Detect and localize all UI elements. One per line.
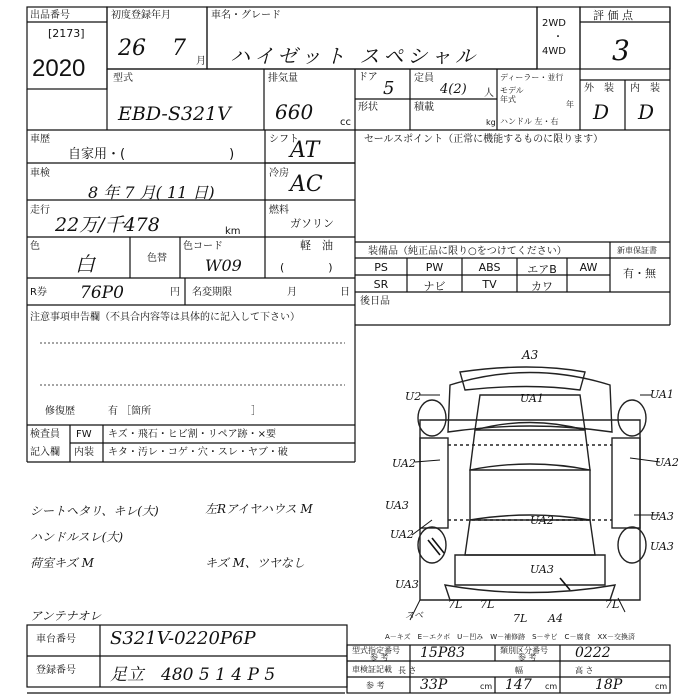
equip-abs: ABS bbox=[478, 261, 501, 274]
first-reg-label: 初度登録年月 bbox=[111, 10, 171, 21]
displacement-value: 660 bbox=[275, 100, 314, 124]
diag-label-7l-4: 7L bbox=[513, 612, 528, 625]
diag-label-a3-top: A3 bbox=[522, 348, 539, 362]
diag-label-ua2-center: UA2 bbox=[530, 514, 554, 527]
mileage-label: 走行 bbox=[30, 205, 50, 216]
fw-label: FW bbox=[76, 429, 92, 440]
model-value: EBD-S321V bbox=[118, 103, 231, 125]
doors-value: 5 bbox=[383, 78, 395, 99]
fuel-label: 燃料 bbox=[269, 205, 289, 216]
cc-unit: cc bbox=[340, 117, 351, 128]
name-value: ハイゼット スペシャル bbox=[230, 44, 479, 68]
equip-pw: PW bbox=[425, 261, 444, 274]
equip-ps: PS bbox=[374, 261, 388, 274]
chassis-value: S321V-0220P6P bbox=[110, 628, 256, 649]
class-label: 類別区分番号 bbox=[500, 646, 548, 655]
diag-label-ua3-lowerright: UA3 bbox=[650, 540, 674, 553]
diag-label-ua3-left: UA3 bbox=[385, 499, 409, 512]
equip-navi: ナビ bbox=[423, 280, 446, 293]
length-ref: 参 考 bbox=[366, 681, 385, 690]
type-designation-ref: 参 考 bbox=[370, 653, 389, 662]
meigi-label: 名変期限 bbox=[192, 287, 232, 298]
interior-value: D bbox=[638, 100, 655, 124]
notes-title: 注意事項申告欄（不具合内容等は具体的に記入して下さい） bbox=[30, 312, 300, 323]
diagram-legend: A－キズ E－エクボ U－凹み W－補修跡 S－サビ C－腐食 XX－交換済 bbox=[385, 633, 636, 641]
length-cm: cm bbox=[480, 682, 493, 691]
first-reg-year: 26 bbox=[118, 36, 146, 61]
warranty-value: 有・無 bbox=[623, 267, 656, 280]
reg-value: 足立 480 5 1 4 P 5 bbox=[110, 665, 276, 685]
class-ref: 参 考 bbox=[518, 653, 537, 662]
remark-4: 左Rアイヤハウス M bbox=[205, 502, 313, 516]
remark-1: シートヘタリ、キレ(大) bbox=[30, 504, 159, 518]
grade-label: 評 価 点 bbox=[593, 9, 633, 22]
diag-label-a4: A4 bbox=[548, 612, 563, 625]
remark-3: 荷室キズ M bbox=[30, 556, 94, 570]
length-label: 車検証記載 bbox=[352, 665, 392, 674]
drive-4wd: 4WD bbox=[542, 46, 566, 57]
capacity-label: 定員 bbox=[414, 73, 434, 84]
remark-6: アンテナオレ bbox=[30, 609, 102, 623]
mileage-value: 22万/千478 bbox=[55, 214, 160, 236]
equip-aw: AW bbox=[579, 261, 598, 274]
capacity-value: 4(2) bbox=[440, 82, 467, 97]
interior-check-items: キタ・汚レ・コゲ・穴・スレ・ヤブ・破 bbox=[108, 447, 288, 458]
fuel-diesel: 軽 油 bbox=[300, 239, 333, 252]
diag-label-ua2-lower: UA2 bbox=[390, 528, 414, 541]
exterior-value: D bbox=[593, 100, 610, 124]
diag-label-ua2-right: UA2 bbox=[655, 456, 679, 469]
year-unit: 年 bbox=[566, 100, 574, 109]
doors-label: ドア bbox=[358, 72, 378, 83]
reg-label: 登録番号 bbox=[36, 665, 76, 676]
model-year-label: モデル年式 bbox=[500, 86, 524, 104]
chassis-label: 車台番号 bbox=[36, 634, 76, 645]
ac-label: 冷房 bbox=[269, 168, 289, 179]
grade-value: 3 bbox=[612, 34, 630, 67]
inspection-value: 8 年 7 月( 11 日) bbox=[88, 183, 215, 202]
history-label: 車歴 bbox=[30, 134, 50, 145]
shape-label: 形状 bbox=[358, 102, 378, 113]
inspection-label: 車検 bbox=[30, 168, 50, 179]
kg-unit: kg bbox=[486, 118, 496, 127]
km-unit: km bbox=[225, 226, 241, 237]
load-label: 積載 bbox=[414, 102, 434, 113]
exterior-label: 外 装 bbox=[584, 83, 614, 94]
remark-5: キズ M、ツヤなし bbox=[205, 556, 305, 570]
length-word: 長 さ bbox=[398, 666, 417, 675]
repair-value: 有 ［箇所 ］ bbox=[108, 406, 262, 417]
equipment-title: 装備品（純正品に限り○をつけてください） bbox=[368, 246, 567, 257]
color-code-value: W09 bbox=[205, 256, 242, 275]
drive-dot: ・ bbox=[553, 32, 563, 43]
recycle-label: R券 bbox=[30, 287, 47, 298]
height-cm: cm bbox=[655, 682, 668, 691]
diag-label-sube: スベ bbox=[405, 611, 424, 621]
diag-label-u2: U2 bbox=[405, 390, 422, 403]
color-label: 色 bbox=[30, 241, 40, 252]
width-value: 147 bbox=[505, 677, 532, 693]
interior-check-label: 内装 bbox=[74, 447, 94, 458]
equip-airbag: エアB bbox=[527, 263, 557, 276]
month-unit: 月 bbox=[196, 56, 206, 67]
height-value: 18P bbox=[595, 677, 623, 693]
interior-label: 内 装 bbox=[630, 83, 660, 94]
fill-label: 記入欄 bbox=[30, 447, 60, 458]
repair-label: 修復歴 bbox=[45, 406, 75, 417]
ac-value: AC bbox=[290, 172, 323, 197]
rear-seat-label: 後日品 bbox=[360, 296, 390, 307]
lot-label: 出品番号 bbox=[30, 10, 70, 21]
shift-label: シフト bbox=[269, 134, 299, 145]
equip-sr: SR bbox=[373, 278, 389, 291]
model-label: 型式 bbox=[113, 73, 133, 84]
type-designation-value: 15P83 bbox=[420, 645, 466, 661]
sales-point-title: セールスポイント（正常に機能するものに限ります） bbox=[364, 134, 604, 145]
equip-tv: TV bbox=[482, 278, 497, 291]
name-label: 車名・グレード bbox=[211, 10, 281, 21]
diag-label-ua2-left: UA2 bbox=[392, 457, 416, 470]
length-value: 33P bbox=[420, 677, 448, 693]
fuel-gas: ガソリン bbox=[290, 217, 334, 230]
lot-sub: [2173] bbox=[48, 27, 85, 40]
width-cm: cm bbox=[545, 682, 558, 691]
color-value: 白 bbox=[75, 252, 95, 276]
diag-label-ua3-lowerleft: UA3 bbox=[395, 578, 419, 591]
warranty-label: 新車保証書 bbox=[617, 246, 657, 255]
diag-label-ua3-right: UA3 bbox=[650, 510, 674, 523]
meigi-month: 月 bbox=[287, 287, 297, 298]
diag-label-7l-2: 7L bbox=[480, 598, 495, 611]
inspector-label: 検査員 bbox=[30, 429, 60, 440]
remark-2: ハンドルスレ(大) bbox=[30, 530, 124, 544]
recycle-yen: 円 bbox=[170, 287, 180, 298]
equip-leather: カワ bbox=[531, 280, 553, 293]
recycle-value: 76P0 bbox=[80, 283, 124, 303]
type-designation-label: 型式指定番号 bbox=[352, 646, 400, 655]
color-code-label: 色コード bbox=[183, 241, 223, 252]
fuel-other: ( ) bbox=[280, 261, 333, 274]
diag-label-ua3-center: UA3 bbox=[530, 563, 554, 576]
height-word: 高 さ bbox=[575, 666, 594, 675]
class-value: 0222 bbox=[575, 645, 611, 661]
lot-number: 2020 bbox=[32, 55, 86, 82]
displacement-label: 排気量 bbox=[268, 73, 298, 84]
drive-2wd: 2WD bbox=[542, 18, 566, 29]
width-word: 幅 bbox=[515, 666, 523, 675]
diag-label-7l-1: 7L bbox=[448, 598, 463, 611]
shift-value: AT bbox=[290, 138, 320, 163]
person-unit: 人 bbox=[484, 88, 494, 99]
color-change-label: 色替 bbox=[147, 253, 167, 264]
diag-label-ua1-right: UA1 bbox=[650, 388, 674, 401]
diag-label-ua1-center: UA1 bbox=[520, 392, 544, 405]
history-value: 自家用・( ) bbox=[68, 147, 235, 162]
first-reg-month: 7 bbox=[172, 36, 186, 61]
handle-label: ハンドル 左・右 bbox=[500, 117, 559, 126]
diag-label-7l-3: 7L bbox=[605, 598, 620, 611]
fw-items: キズ・飛石・ヒビ割・リペア跡・×要 bbox=[108, 429, 276, 440]
meigi-day: 日 bbox=[340, 287, 350, 298]
dealer-label: ディーラー・並行 bbox=[500, 73, 564, 82]
